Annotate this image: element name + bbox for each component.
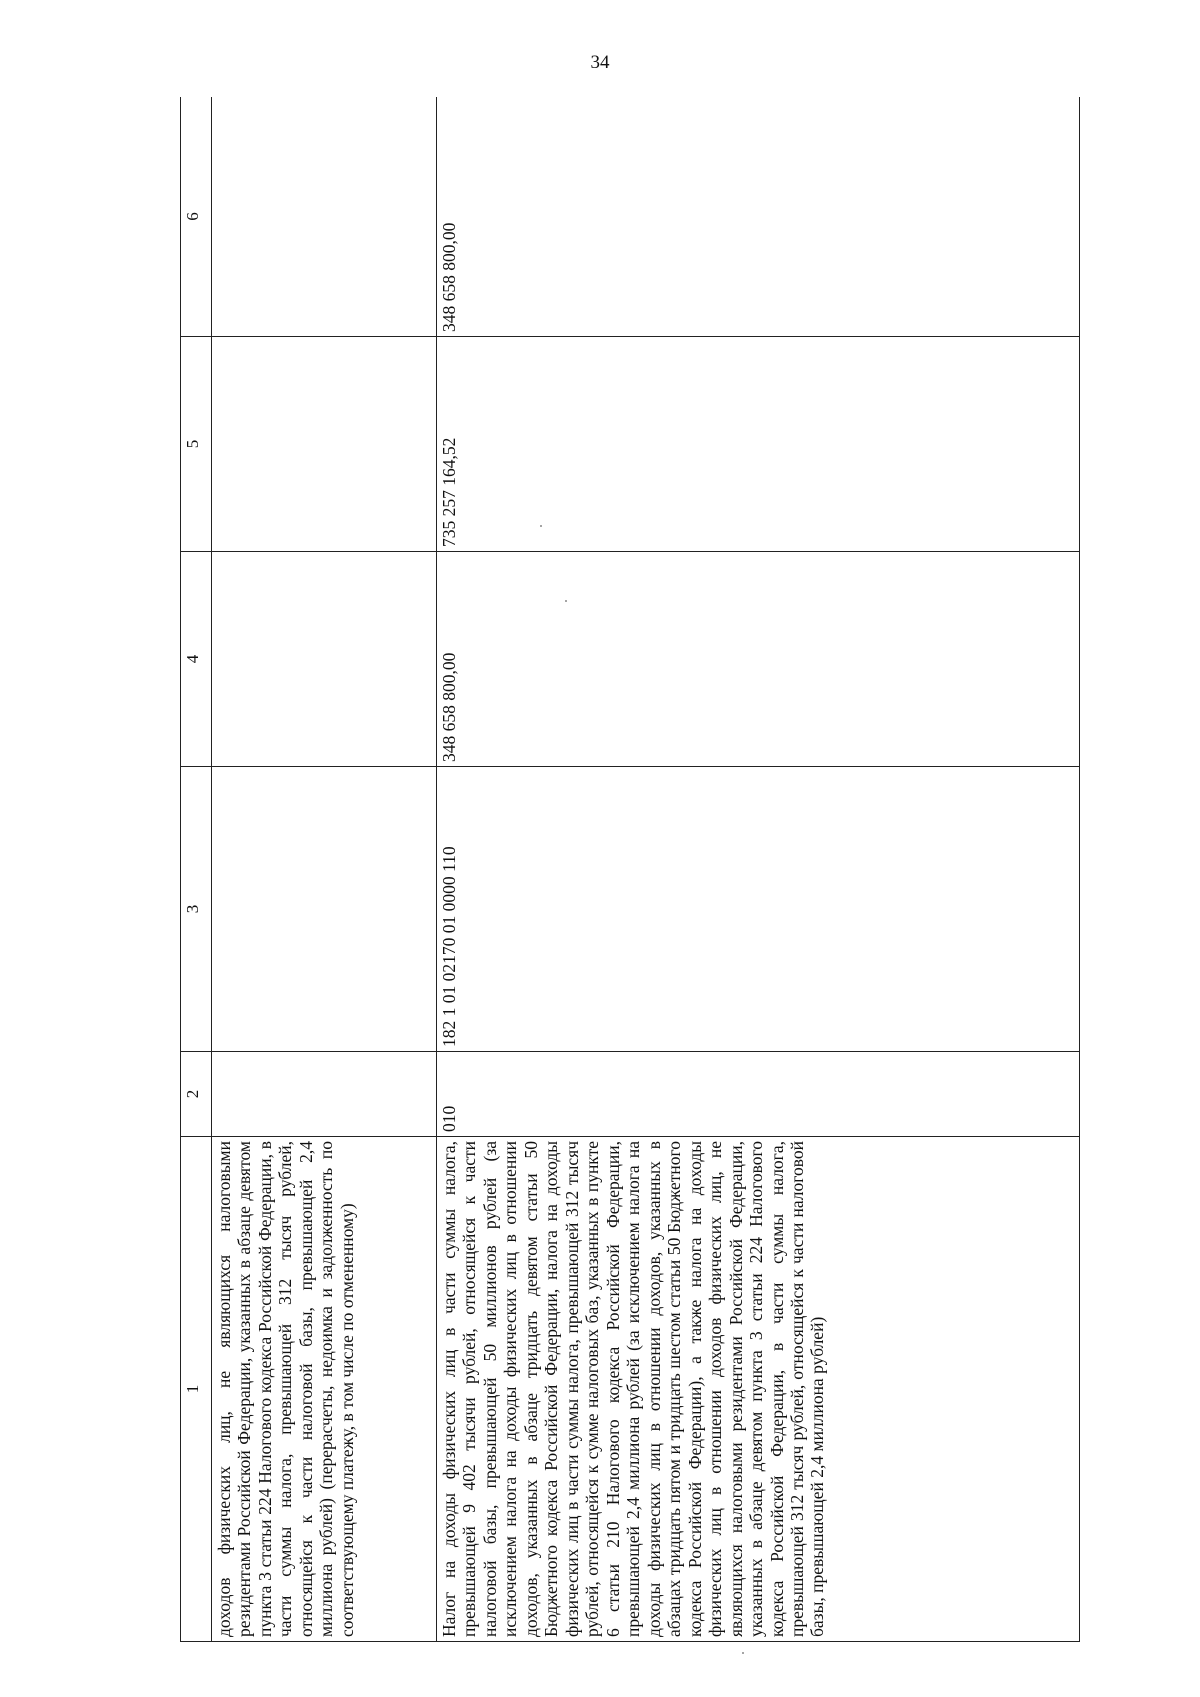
page-number: 34 [590, 52, 610, 73]
row-value-col6: 348 658 800,00 [437, 97, 1080, 337]
column-header-4: 4 [181, 552, 212, 767]
scan-speck [540, 525, 542, 527]
column-header-5: 5 [181, 337, 212, 552]
row-value-col5: 735 257 164,52 [437, 337, 1080, 552]
row-value-col4: 348 658 800,00 [437, 552, 1080, 767]
column-header-3: 3 [181, 767, 212, 1052]
row-line-code [212, 1052, 437, 1137]
column-header-2: 2 [181, 1052, 212, 1137]
row-value-col5 [212, 337, 437, 552]
scan-speck [742, 1652, 744, 1654]
rotated-table-container [180, 97, 1080, 1642]
row-kbk-code: 182 1 01 02170 01 0000 110 [437, 767, 1080, 1052]
table-row [437, 97, 1080, 1642]
row-line-code: 010 [437, 1052, 1080, 1137]
table-header-row [181, 97, 212, 1642]
scan-speck [565, 600, 567, 602]
row-kbk-code [212, 767, 437, 1052]
column-header-1: 1 [181, 1137, 212, 1642]
row-value-col4 [212, 552, 437, 767]
revenue-table [180, 97, 1080, 1642]
row-value-col6 [212, 97, 437, 337]
row-description: Налог на доходы физических лиц в части суммы налога, превышающей 9 402 тысячи рублей, относящейся к части налоговой базы, превышающей 50 миллионов рублей (за исключением налога на доходы физических лиц в отношении доходов, указанных в абзаце тридцать девятом статьи 50 Бюджетного кодекса Российской Федерации, налога на доходы физических лиц в части суммы налога, превышающей 312 тысяч рублей, относящейся к сумме налоговых баз, указанных в пункте 6 статьи 210 Налогового кодекса Российской Федерации, превышающей 2,4 миллиона рублей (за исключением налога на доходы физических лиц в отношении доходов, указанных в абзацах тридцать пятом и тридцать шестом статьи 50 Бюджетного кодекса Российской Федерации), а также налога на доходы физических лиц в отношении доходов физических лиц, не являющихся налоговыми резидентами Российской Федерации, указанных в абзаце девятом пункта 3 статьи 224 Налогового кодекса Российской Федерации, в части суммы налога, превышающей 312 тысяч рублей, относящейся к части налоговой базы, превышающей 2,4 миллиона рублей) [437, 1137, 1080, 1642]
row-description: доходов физических лиц, не являющихся налоговыми резидентами Российской Федерации, указанных в абзаце девятом пункта 3 статьи 224 Налогового кодекса Российской Федерации, в части суммы налога, превышающей 312 тысяч рублей, относящейся к части налоговой базы, превышающей 2,4 миллиона рублей) (перерасчеты, недоимка и задолженность по соответствующему платежу, в том числе по отмененному) [212, 1137, 437, 1642]
column-header-6: 6 [181, 97, 212, 337]
table-stage [180, 97, 1080, 1642]
table-row [212, 97, 437, 1642]
